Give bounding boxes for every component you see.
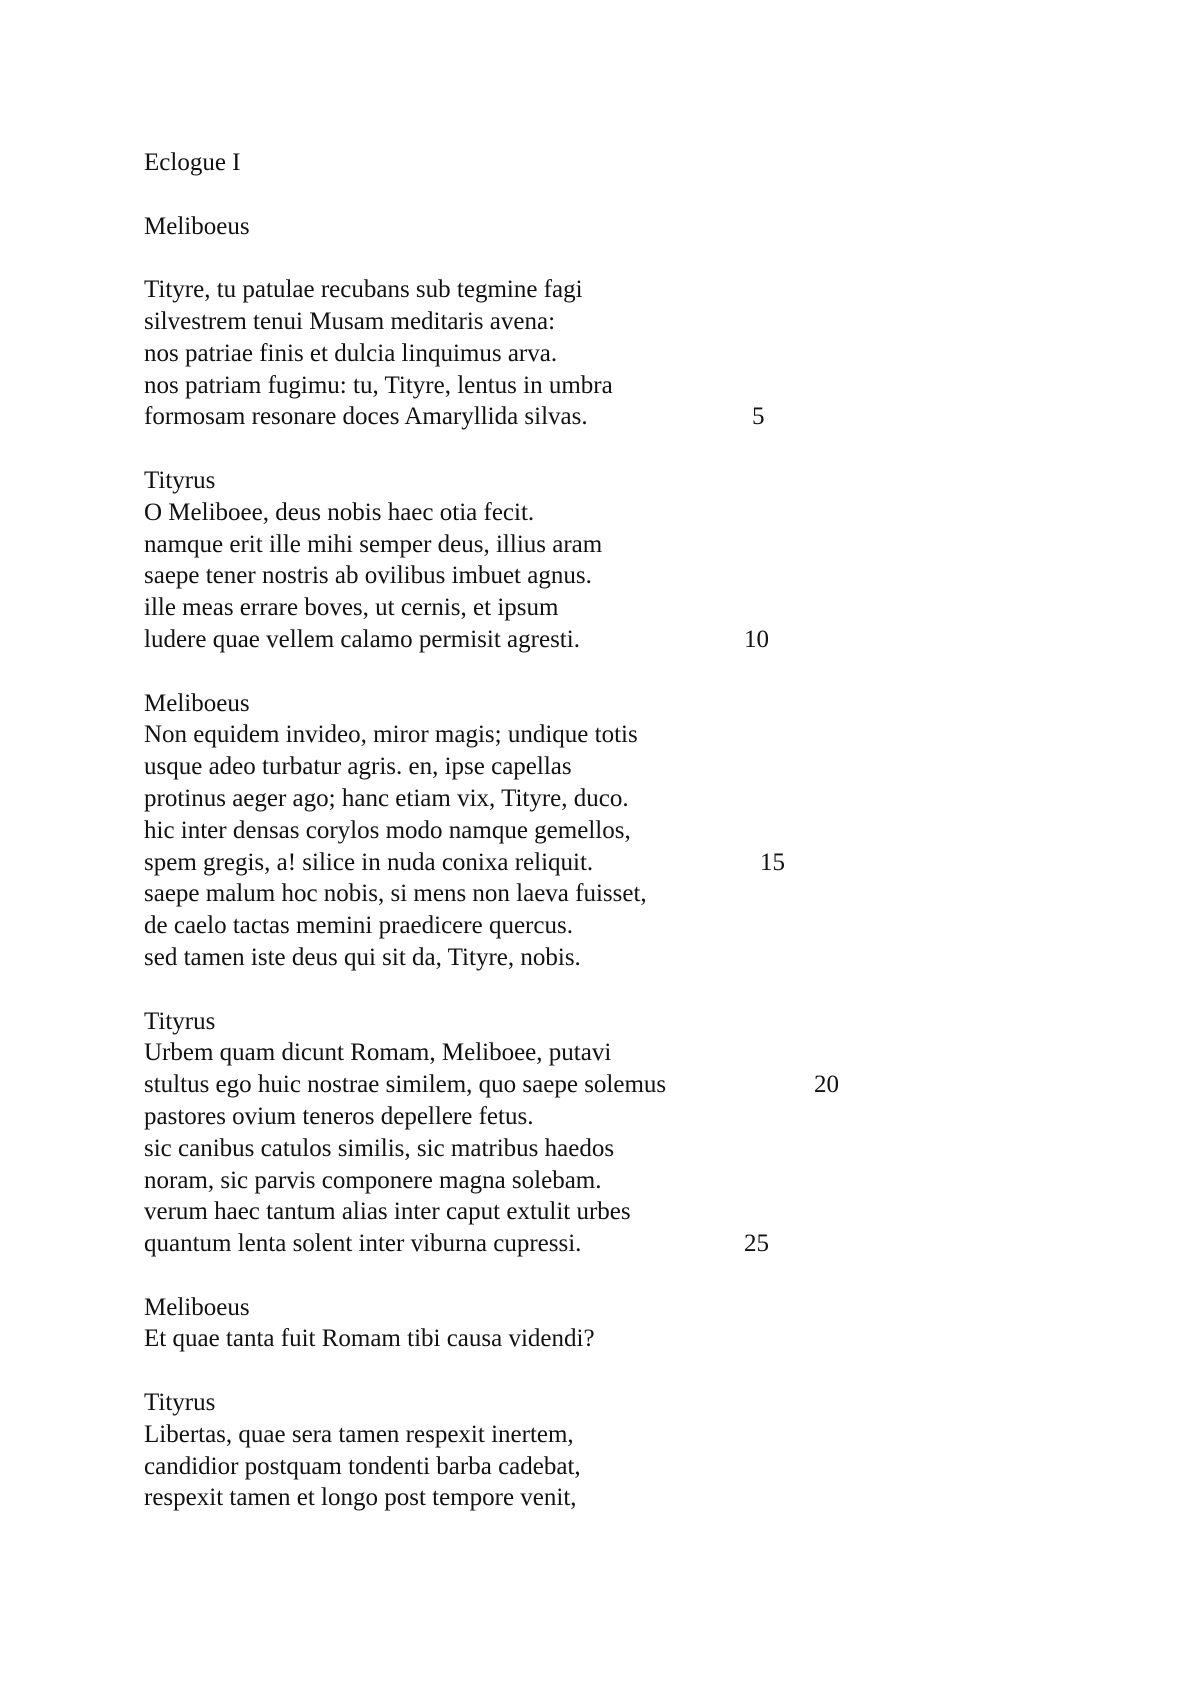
verse-line — [144, 370, 1044, 402]
speaker-name — [144, 1292, 1044, 1324]
verse-line — [144, 1482, 1044, 1514]
verse-line — [144, 306, 1044, 338]
line-text: nos patriae finis et dulcia linquimus arva. — [144, 339, 558, 367]
line-text: Tityre, tu patulae recubans sub tegmine fagi — [144, 276, 583, 304]
line-text: Libertas, quae sera tamen respexit inertem, — [144, 1420, 574, 1448]
line-text: quantum lenta solent inter viburna cupressi. — [144, 1230, 582, 1258]
verse-line — [144, 1196, 1044, 1228]
line-text: nos patriam fugimu: tu, Tityre, lentus in umbra — [144, 371, 613, 399]
blank-line — [144, 179, 1044, 211]
line-text: Non equidem invideo, miror magis; undique totis — [144, 721, 638, 749]
verse-line — [144, 1451, 1044, 1483]
line-text: Meliboeus — [144, 689, 250, 717]
verse-line — [144, 529, 1044, 561]
document-page — [144, 147, 1044, 1514]
line-text: hic inter densas corylos modo namque gemellos, — [144, 816, 631, 844]
blank-line — [144, 1355, 1044, 1387]
verse-line — [144, 1133, 1044, 1165]
document-title: Eclogue I — [144, 149, 241, 176]
blank-line — [144, 1260, 1044, 1292]
verse-line — [144, 560, 1044, 592]
line-text: ludere quae vellem calamo permisit agresti. — [144, 625, 580, 653]
blank-line — [144, 242, 1044, 274]
poem-body — [144, 211, 1044, 1515]
verse-line — [144, 1323, 1044, 1355]
verse-line — [144, 1101, 1044, 1133]
verse-line — [144, 401, 1044, 433]
verse-line — [144, 910, 1044, 942]
verse-line — [144, 719, 1044, 751]
line-text: ille meas errare boves, ut cernis, et ipsum — [144, 594, 559, 622]
line-text: formosam resonare doces Amaryllida silvas. — [144, 403, 588, 431]
line-text: pastores ovium teneros depellere fetus. — [144, 1102, 534, 1130]
verse-line — [144, 1069, 1044, 1101]
line-text: sic canibus catulos similis, sic matribus haedos — [144, 1134, 615, 1162]
line-text: protinus aeger ago; hanc etiam vix, Tityre, duco. — [144, 784, 629, 812]
line-text: saepe tener nostris ab ovilibus imbuet agnus. — [144, 562, 592, 590]
speaker-name — [144, 1387, 1044, 1419]
verse-line — [144, 783, 1044, 815]
verse-line — [144, 1037, 1044, 1069]
line-text: candidior postquam tondenti barba cadebat, — [144, 1452, 581, 1480]
speaker-name — [144, 688, 1044, 720]
line-text: spem gregis, a! silice in nuda conixa reliquit. — [144, 848, 594, 876]
line-text: silvestrem tenui Musam meditaris avena: — [144, 307, 556, 335]
line-text: Urbem quam dicunt Romam, Meliboee, putavi — [144, 1039, 612, 1067]
line-text: de caelo tactas memini praedicere quercus. — [144, 912, 573, 940]
line-text: Meliboeus — [144, 1293, 250, 1321]
verse-line — [144, 1419, 1044, 1451]
line-text: Tityrus — [144, 466, 216, 494]
line-number: 20 — [814, 1071, 839, 1099]
verse-line — [144, 1165, 1044, 1197]
line-text: verum haec tantum alias inter caput extulit urbes — [144, 1198, 631, 1226]
line-number: 10 — [744, 625, 769, 653]
verse-line — [144, 592, 1044, 624]
blank-line — [144, 656, 1044, 688]
line-text: Meliboeus — [144, 212, 250, 240]
line-number: 15 — [760, 848, 785, 876]
verse-line — [144, 815, 1044, 847]
line-text: noram, sic parvis componere magna solebam. — [144, 1166, 602, 1194]
line-text: usque adeo turbatur agris. en, ipse capellas — [144, 753, 572, 781]
verse-line — [144, 497, 1044, 529]
line-text: O Meliboee, deus nobis haec otia fecit. — [144, 498, 535, 526]
line-number: 5 — [752, 403, 765, 431]
blank-line — [144, 974, 1044, 1006]
line-text: saepe malum hoc nobis, si mens non laeva fuisset, — [144, 880, 647, 908]
line-text: stultus ego huic nostrae similem, quo saepe solemus — [144, 1071, 667, 1099]
verse-line — [144, 751, 1044, 783]
verse-line — [144, 624, 1044, 656]
line-text: Tityrus — [144, 1389, 216, 1417]
verse-line — [144, 942, 1044, 974]
line-text: Et quae tanta fuit Romam tibi causa videndi? — [144, 1325, 595, 1353]
line-text: sed tamen iste deus qui sit da, Tityre, nobis. — [144, 943, 581, 971]
speaker-name — [144, 465, 1044, 497]
blank-line — [144, 433, 1044, 465]
verse-line — [144, 1228, 1044, 1260]
verse-line — [144, 878, 1044, 910]
line-number: 25 — [744, 1230, 769, 1258]
verse-line — [144, 338, 1044, 370]
verse-line — [144, 847, 1044, 879]
speaker-name — [144, 211, 1044, 243]
line-text: Tityrus — [144, 1007, 216, 1035]
line-text: respexit tamen et longo post tempore venit, — [144, 1484, 577, 1512]
speaker-name — [144, 1006, 1044, 1038]
line-text: namque erit ille mihi semper deus, illius aram — [144, 530, 603, 558]
verse-line — [144, 274, 1044, 306]
